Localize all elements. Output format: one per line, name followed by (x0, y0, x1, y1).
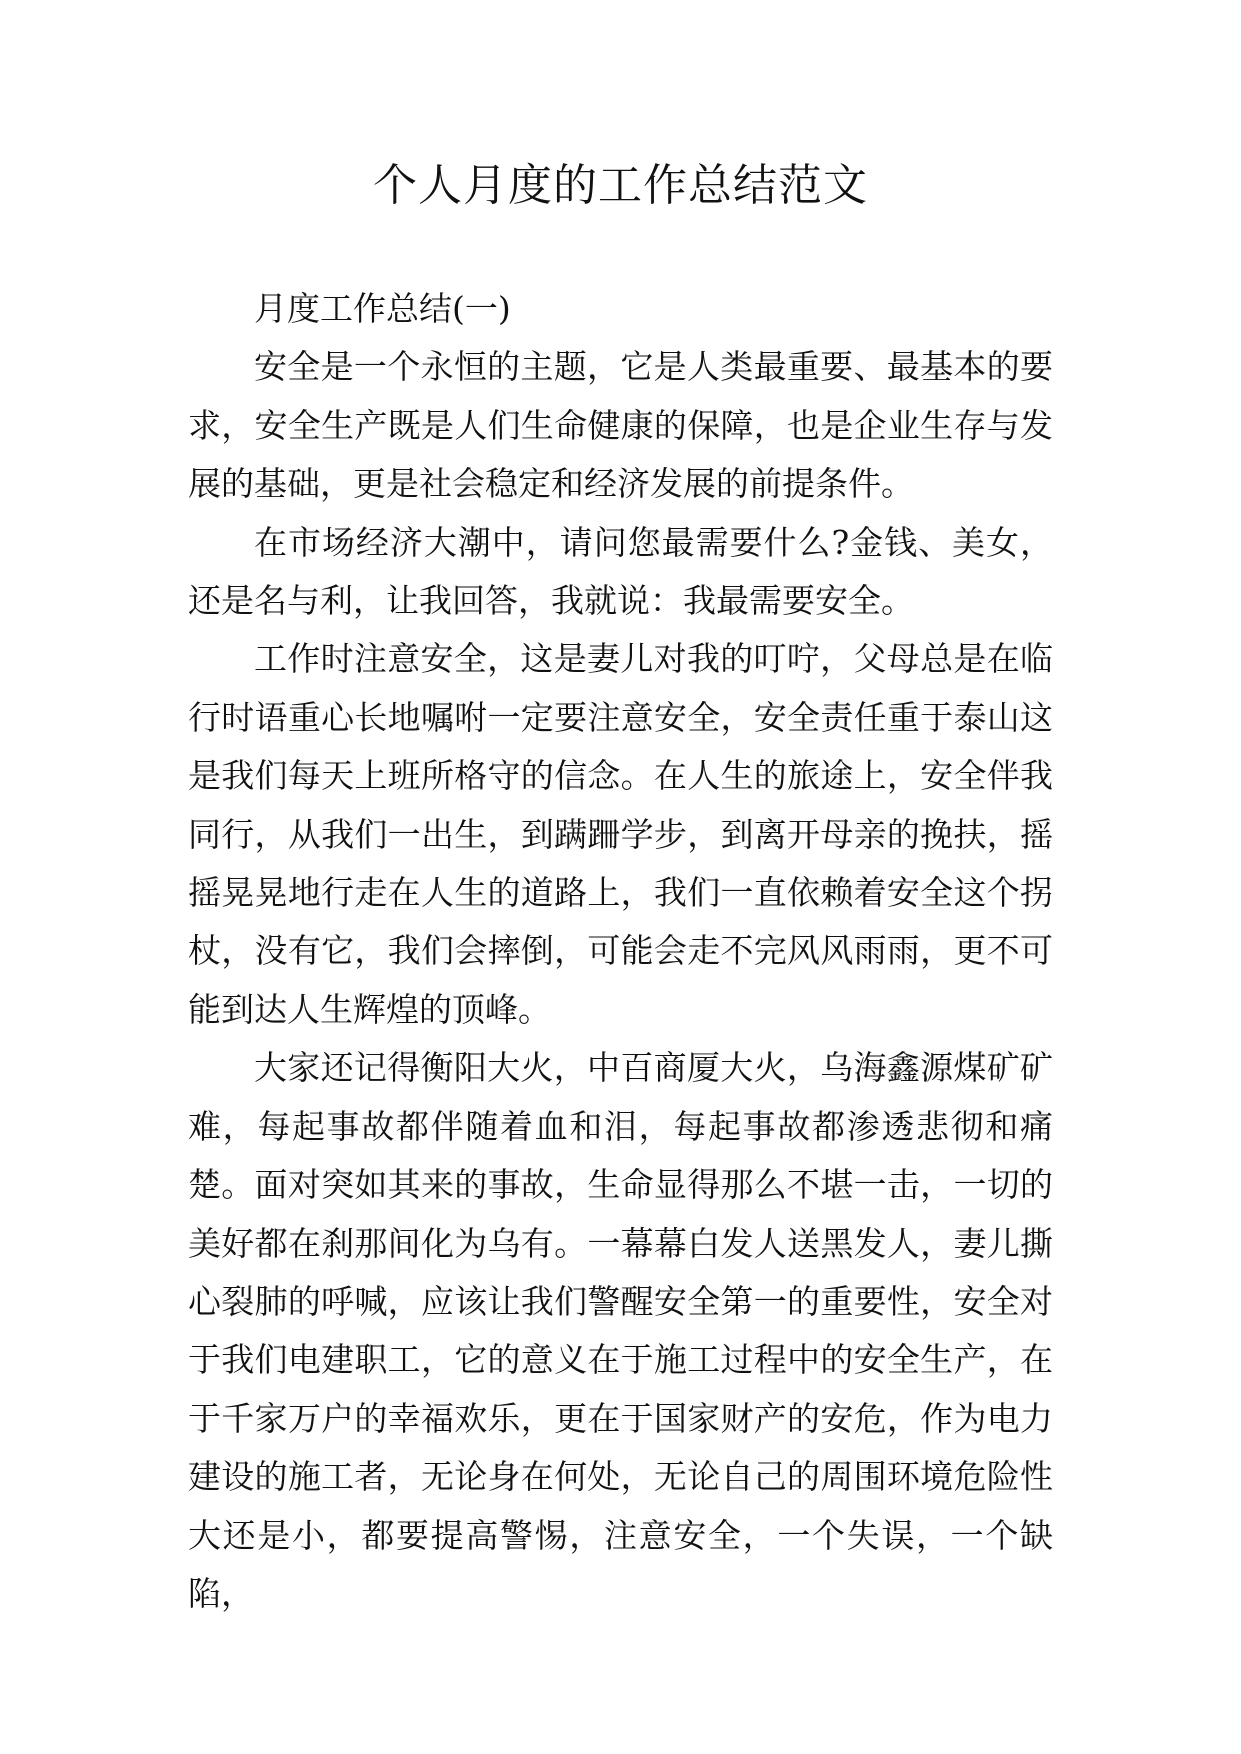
section-heading: 月度工作总结(一) (254, 289, 511, 328)
paragraph: 在市场经济大潮中，请问您最需要什么?金钱、美女，还是名与利，让我回答，我就说：我最需要安全。 (188, 522, 1053, 621)
paragraph: 工作时注意安全，这是妻儿对我的叮咛，父母总是在临行时语重心长地嘱咐一定要注意安全，安全责任重于泰山这是我们每天上班所格守的信念。在人生的旅途上，安全伴我同行，从我们一出生，到蹒跚学步，到离开母亲的挽扶，摇摇晃晃地行走在人生的道路上，我们一直依赖着安全这个拐杖，没有它，我们会摔倒，可能会走不完风风雨雨，更不可能到达人生辉煌的顶峰。 (188, 639, 1053, 1029)
document-title: 个人月度的工作总结范文 (373, 160, 868, 211)
paragraph: 安全是一个永恒的主题，它是人类最重要、最基本的要求，安全生产既是人们生命健康的保障，也是企业生存与发展的基础，更是社会稳定和经济发展的前提条件。 (188, 347, 1053, 504)
document-body (188, 280, 1053, 1623)
paragraph: 大家还记得衡阳大火，中百商厦大火，乌海鑫源煤矿矿难，每起事故都伴随着血和泪，每起事故都渗透悲彻和痛楚。面对突如其来的事故，生命显得那么不堪一击，一切的美好都在刹那间化为乌有。一幕幕白发人送黑发人，妻儿撕心裂肺的呼喊，应该让我们警醒安全第一的重要性，安全对于我们电建职工，它的意义在于施工过程中的安全生产，在于千家万户的幸福欢乐，更在于国家财产的安危，作为电力建设的施工者，无论身在何处，无论自己的周围环境危险性大还是小，都要提高警惕，注意安全，一个失误，一个缺陷， (188, 1048, 1053, 1613)
